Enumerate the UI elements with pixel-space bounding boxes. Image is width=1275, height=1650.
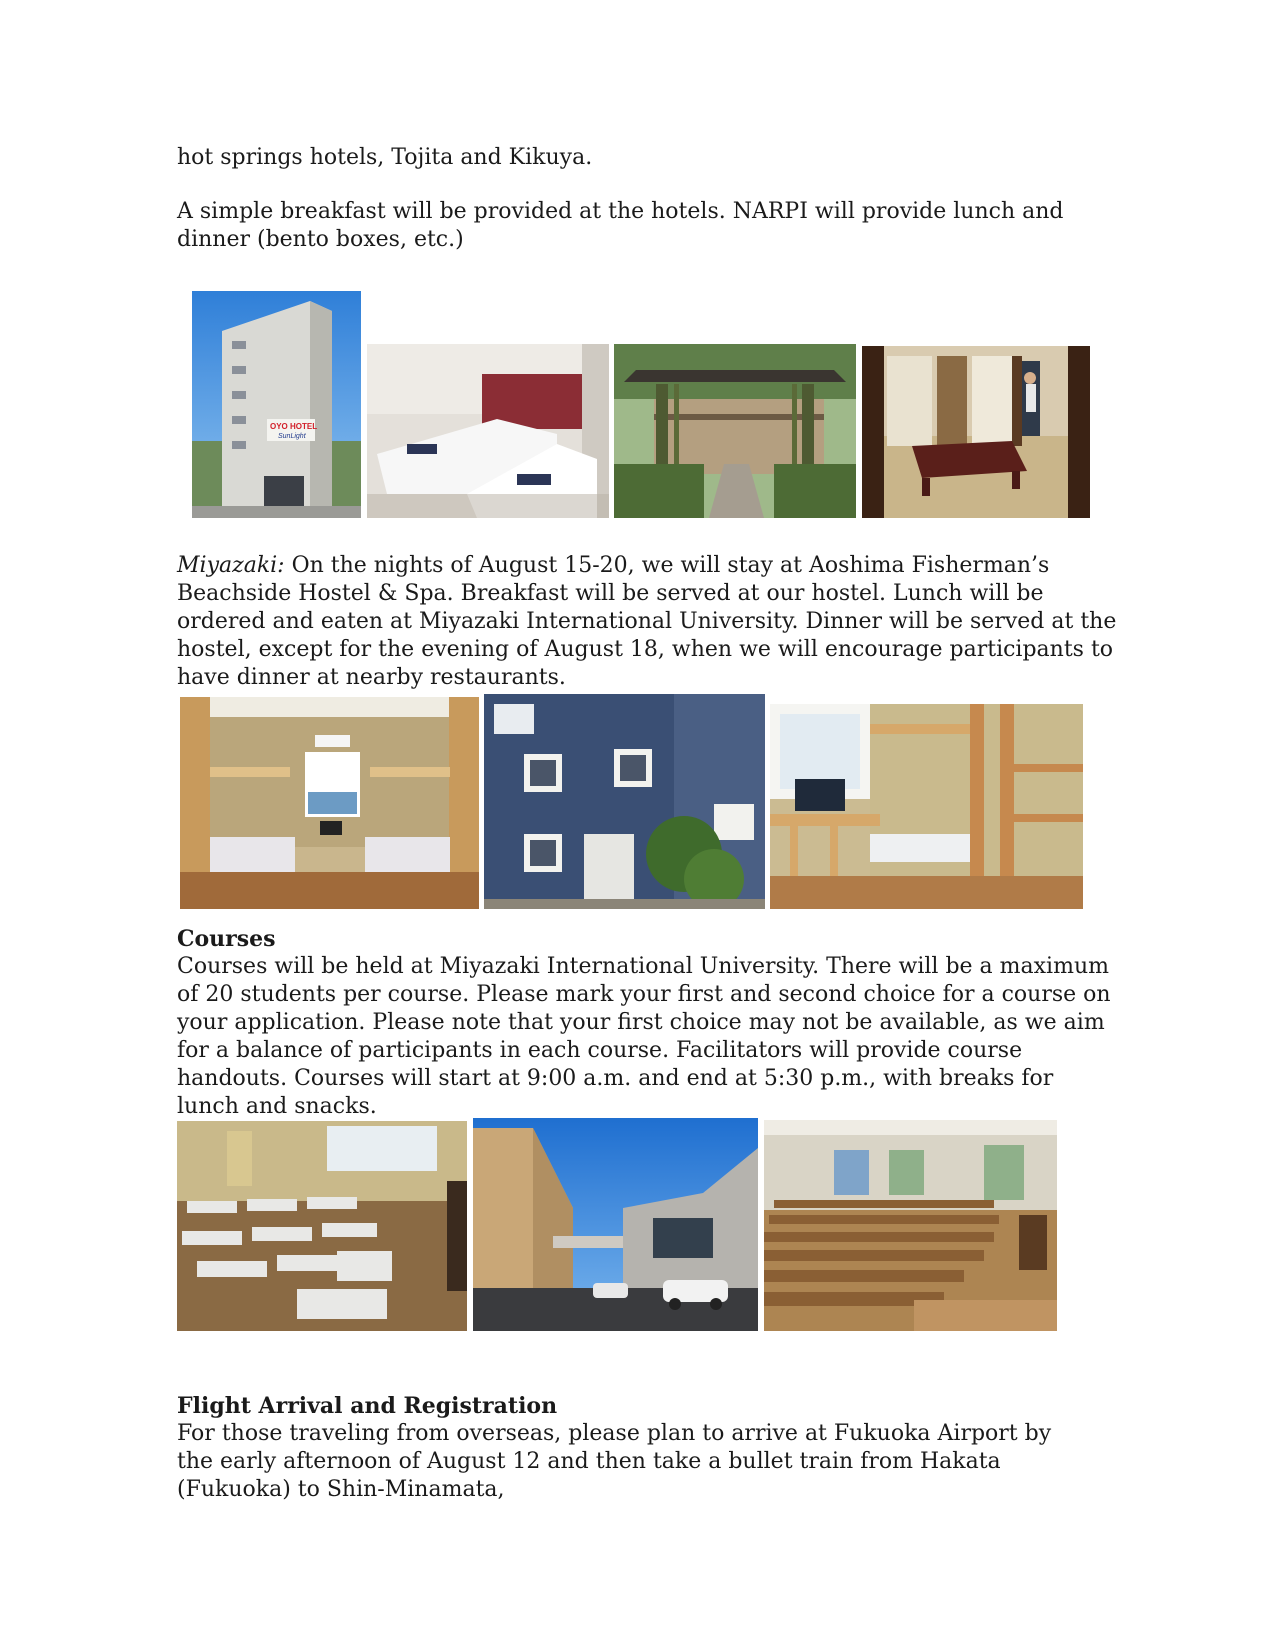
hotel-twin-room-photo: [367, 344, 609, 518]
miyazaki-text: On the nights of August 15-20, we will stay at Aoshima Fisherman’s Beachside Hostel & Spa. Breakfast will be served at our hostel. Lunch will be ordered and eaten at Miyazaki International University. Dinner will be served at the hostel, except for the evening of August 18, when we will encourage participants to have dinner at nearby restaurants.: [177, 553, 1117, 690]
ryokan-gate-photo: [614, 344, 856, 518]
lecture-hall-photo: [764, 1120, 1057, 1331]
university-building-photo: [473, 1118, 758, 1331]
hostel-bunk-desk-photo: [770, 704, 1083, 909]
hotel-building-photo: [192, 291, 361, 518]
tatami-room-photo: [862, 346, 1090, 518]
miyazaki-label: Miyazaki:: [177, 553, 285, 578]
hotel-sign-brand: OYO HOTEL: [270, 422, 318, 431]
courses-heading: Courses: [177, 926, 276, 952]
top-line: hot springs hotels, Tojita and Kikuya.: [177, 145, 593, 170]
flight-heading: Flight Arrival and Registration: [177, 1393, 558, 1419]
courses-paragraph: Courses will be held at Miyazaki International University. There will be a maximum of 20 students per course. Please mark your first and second choice for a course on your application. Please note that your first choice may not be available, as we aim for a balance of participants in each course. Facilitators will provide course handouts. Courses will start at 9:00 a.m. and end at 5:30 p.m., with breaks for lunch and snacks.: [177, 954, 1111, 1119]
hotel-sign-name: SunLight: [278, 433, 306, 440]
flight-paragraph: For those traveling from overseas, please plan to arrive at Fukuoka Airport by the early afternoon of August 12 and then take a bullet train from Hakata (Fukuoka) to Shin-Minamata,: [177, 1421, 1052, 1502]
hostel-bunk-room-photo: [180, 697, 479, 909]
miyazaki-paragraph: [177, 552, 1117, 692]
hostel-exterior-photo: [484, 694, 765, 909]
classroom-desks-photo: [177, 1121, 467, 1331]
breakfast-paragraph: A simple breakfast will be provided at the hotels. NARPI will provide lunch and dinner (bento boxes, etc.): [177, 199, 1064, 252]
